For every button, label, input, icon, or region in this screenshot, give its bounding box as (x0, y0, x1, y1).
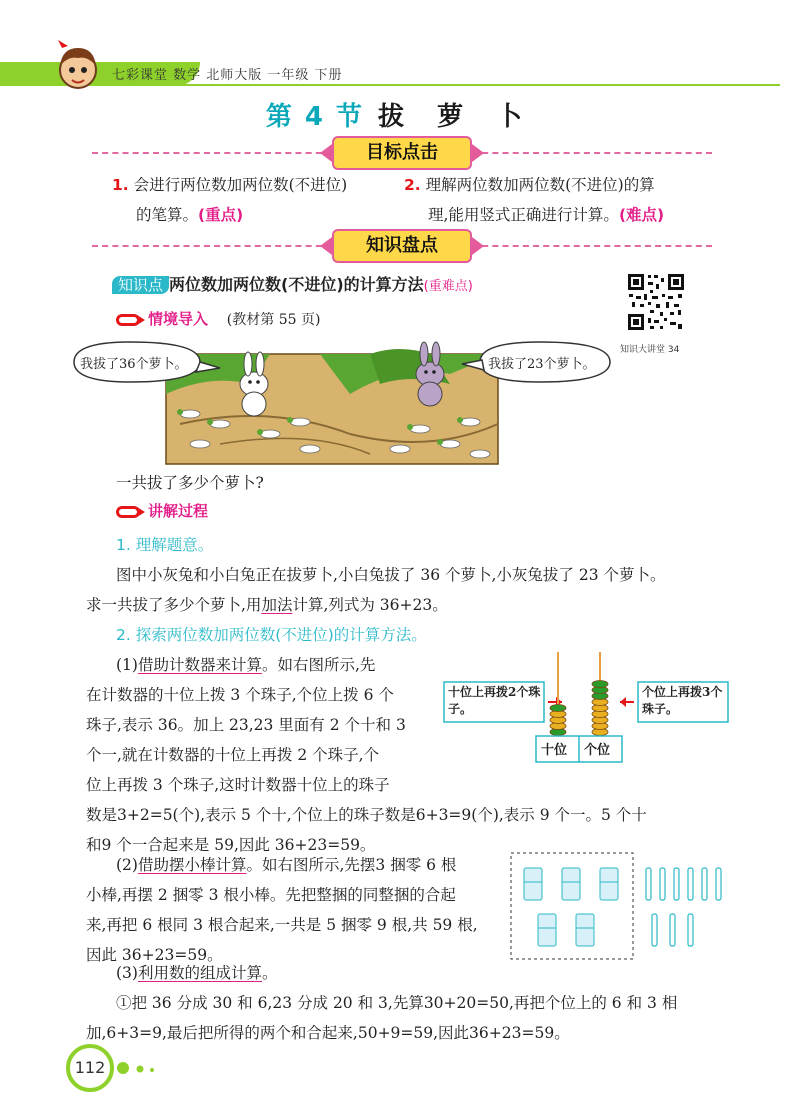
arrow-pill-icon (116, 506, 140, 518)
header-text: 七彩课堂 数学 北师大版 一年级 下册 (112, 68, 343, 83)
goal-1-line1: 会进行两位数加两位数(不进位) (133, 176, 348, 194)
method-3-title (116, 958, 278, 988)
explain-head-text: 讲解过程 (148, 502, 209, 520)
question-text: 一共拔了多少个萝卜? (116, 474, 264, 492)
s1-p2u: 加法 (261, 596, 293, 614)
step-1-title: 1. 理解题意。 (116, 536, 214, 554)
knowledge-title-text: 两位数加两位数(不进位)的计算方法 (169, 275, 424, 294)
scene-head-text: 情境导入 (148, 310, 209, 328)
method-1-line7: 和9 个一合起来是 59,因此 36+23=59。 (86, 836, 376, 854)
step-2-title: 2. 探索两位数加两位数(不进位)的计算方法。 (116, 626, 427, 644)
bubble-left-text: 我拔了36个萝卜。 (80, 357, 188, 372)
goal-1-line2: 的笔算。 (136, 206, 199, 224)
method-1-line5: 位上再拨 3 个珠子,这时计数器十位上的珠子 (86, 776, 390, 794)
section-name: 拔 萝 卜 (378, 102, 535, 132)
explain-heading (116, 500, 208, 521)
qr-code-icon (626, 272, 686, 336)
m1-u: 借助计数器来计算 (137, 656, 262, 674)
scene-heading (116, 308, 320, 329)
m2-b: 。如右图所示,先摆3 捆零 6 根 (246, 856, 457, 874)
method-2-line2: 小棒,再摆 2 捆零 3 根小棒。先把整捆的同整捆的合起 (86, 886, 456, 904)
goal-2-line2: 理,能用竖式正确进行计算。 (428, 206, 619, 224)
knowledge-banner: 知识盘点 (332, 229, 472, 263)
s1-p2a: 求一共拔了多少个萝卜,用 (86, 596, 262, 614)
method-1-line1 (116, 650, 446, 680)
header-line (90, 84, 780, 86)
page-dots-icon (116, 1060, 160, 1076)
divider-left-2 (92, 245, 332, 247)
abacus-right-note: 个位上再拨3个珠子。 (642, 685, 723, 716)
section-title (0, 96, 800, 133)
method-1-line4: 个一,就在计数器的十位上再拨 2 个珠子,个 (86, 746, 380, 764)
m1-b: 。如右图所示,先 (261, 656, 376, 674)
page-number: 112 (66, 1044, 114, 1092)
method-2-line1 (116, 850, 506, 880)
method-1-line6: 数是3+2=5(个),表示 5 个十,个位上的珠子数是6+3=9(个),表示 9 个一。5 个十 (86, 806, 647, 824)
method-1-line2: 在计数器的十位上拨 3 个珠子,个位上拨 6 个 (86, 686, 394, 704)
m2-a: (2) (116, 856, 138, 874)
m1-a: (1) (116, 656, 138, 674)
abacus-ones-label: 个位 (584, 743, 611, 758)
method-3-line1: ①把 36 分成 30 和 6,23 分成 20 和 3,先算30+20=50,再把个位上的 6 和 3 相 (116, 994, 678, 1012)
goal-2-number: 2. (404, 176, 421, 194)
step-1-para-line2 (86, 590, 756, 620)
goal-item-2 (404, 170, 734, 230)
knowledge-tag: 知识点 (112, 276, 169, 294)
method-3-line2: 加,6+3=9,最后把所得的两个和合起来,50+9=59,因此36+23=59。 (86, 1024, 570, 1042)
grey-rabbit (416, 342, 444, 406)
goal-1-tag: (重点) (198, 206, 244, 224)
m3-b: 。 (261, 964, 278, 982)
m3-a: (3) (116, 964, 138, 982)
bubble-right-text: 我拔了23个萝卜。 (488, 357, 596, 372)
scene-ref: (教材第 55 页) (226, 312, 321, 328)
sticks-diagram (510, 852, 732, 962)
abacus-tens-label: 十位 (541, 743, 568, 758)
knowledge-title (112, 272, 473, 295)
qr-caption: 知识大讲堂 34 (620, 345, 680, 355)
goal-2-tag: (难点) (618, 206, 665, 224)
method-2-line3: 来,再把 6 根同 3 根合起来,一共是 5 捆零 9 根,共 59 根, (86, 916, 478, 934)
mascot-icon (48, 40, 106, 94)
goal-1-number: 1. (112, 176, 129, 194)
goals-banner: 目标点击 (332, 136, 472, 170)
m2-u: 借助摆小棒计算 (137, 856, 247, 874)
section-number: 第 4 节 (265, 102, 365, 132)
abacus-left-note: 十位上再拨2个珠子。 (448, 685, 541, 716)
s1-p2b: 计算,列式为 36+23。 (292, 596, 448, 614)
divider-right (472, 152, 712, 154)
goal-item-1 (112, 170, 402, 230)
method-1-line3: 珠子,表示 36。加上 23,23 里面有 2 个十和 3 (86, 716, 406, 734)
divider-right-2 (472, 245, 712, 247)
method-2-line4: 因此 36+23=59。 (86, 946, 223, 964)
arrow-pill-icon (116, 314, 140, 326)
step-1-para-line1: 图中小灰兔和小白兔正在拔萝卜,小白兔拔了 36 个萝卜,小灰兔拔了 23 个萝卜。 (116, 566, 666, 584)
m3-u: 利用数的组成计算 (137, 964, 262, 982)
knowledge-title-note: (重难点) (423, 279, 473, 294)
goal-2-line1: 理解两位数加两位数(不进位)的算 (425, 176, 655, 194)
divider-left (92, 152, 332, 154)
